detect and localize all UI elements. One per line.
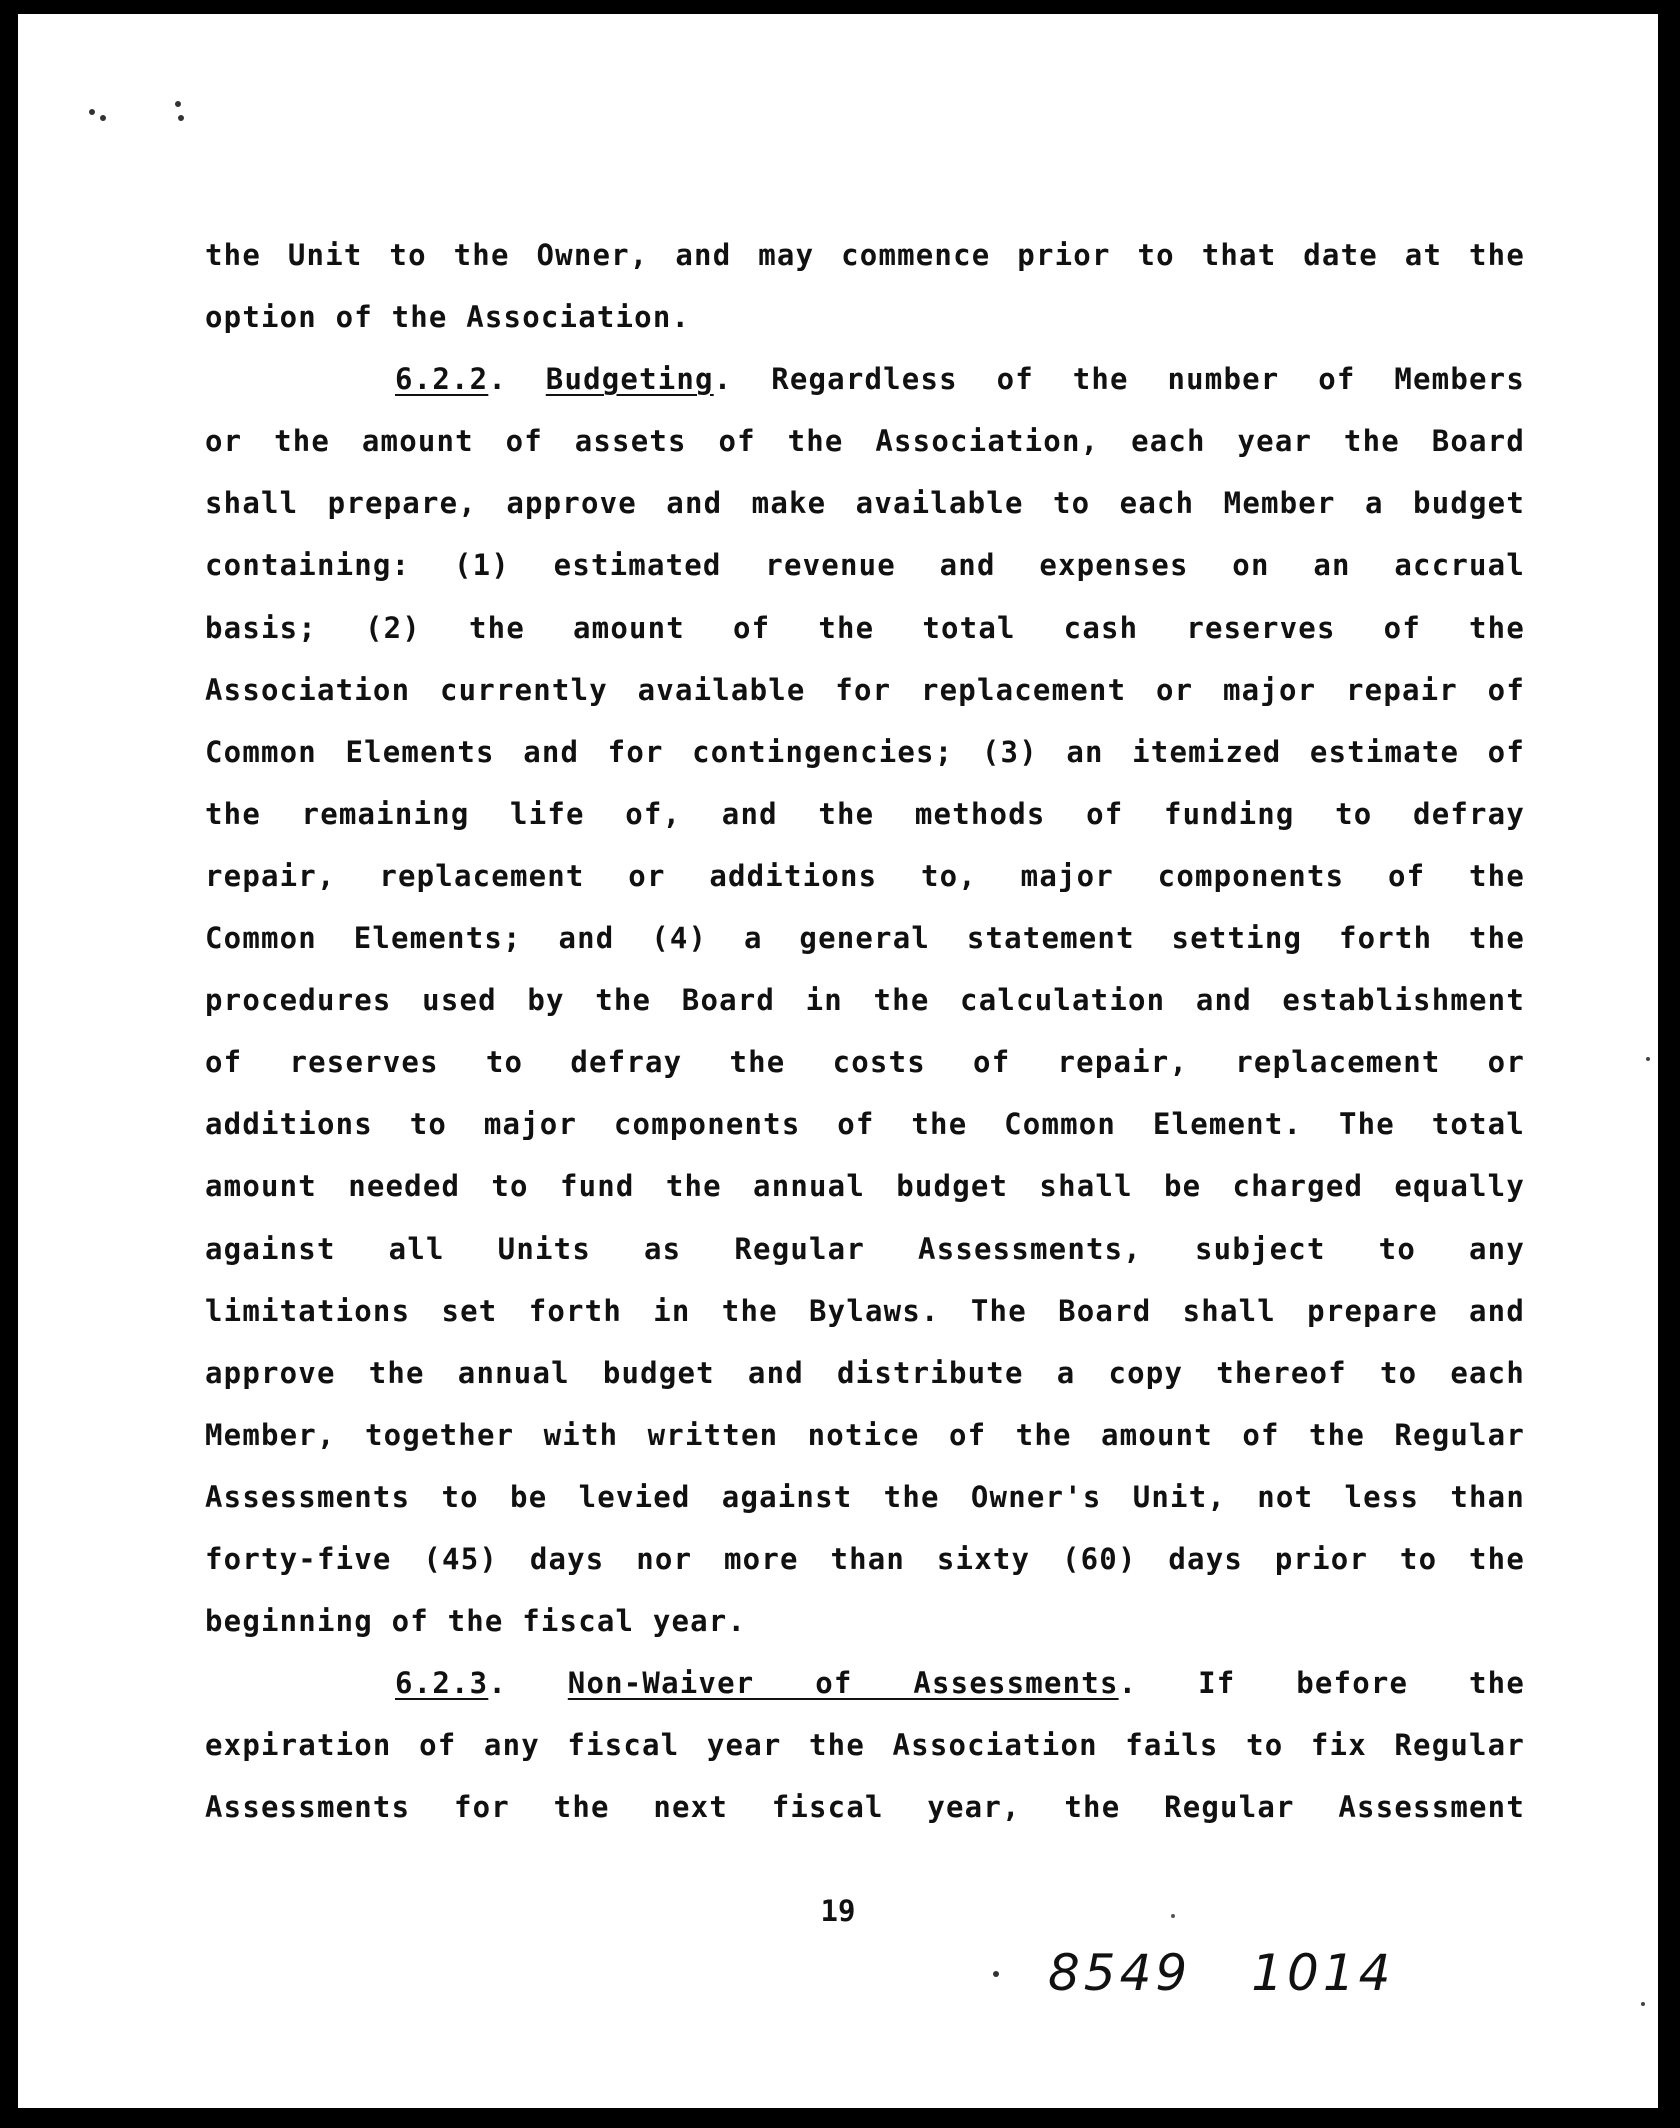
section-title: Non-Waiver of Assessments [567,1666,1119,1701]
text-line: Assessments for the next fiscal year, the Regular Assessment [205,1790,1525,1825]
text-line: Association currently available for replacement or major repair of [205,672,1525,707]
text-line: the remaining life of, and the methods of funding to defray [205,796,1525,831]
text-span: Regardless of the number of Members [771,362,1525,397]
document-stamp [1048,1944,1395,2002]
section-number: 6.2.2 [395,362,489,397]
text-line: expiration of any fiscal year the Association fails to fix Regular [205,1728,1525,1763]
section-title: Budgeting [545,362,714,397]
text-line: limitations set forth in the Bylaws. The Board shall prepare and [205,1293,1525,1328]
text-line: additions to major components of the Common Element. The total [205,1107,1525,1142]
text-line: Member, together with written notice of the amount of the Regular [205,1417,1525,1452]
stamp-number: 8549 [1048,1944,1192,2002]
text-line: against all Units as Regular Assessments, subject to any [205,1231,1525,1266]
text-line: forty-five (45) days nor more than sixty (60) days prior to the [205,1541,1525,1576]
text-line: containing: (1) estimated revenue and expenses on an accrual [205,548,1525,583]
text-line: of reserves to defray the costs of repair, replacement or [205,1045,1525,1080]
text-line: repair, replacement or additions to, major components of the [205,858,1525,893]
document-page [18,14,1658,2108]
text-line: procedures used by the Board in the calculation and establishment [205,983,1525,1018]
text-line: option of the Association. [205,300,691,335]
page-number: 19 [820,1894,856,1928]
text-line: or the amount of assets of the Association, each year the Board [205,424,1525,459]
text-line: basis; (2) the amount of the total cash reserves of the [205,610,1525,645]
text-line: beginning of the fiscal year. [205,1604,747,1639]
text-line: the Unit to the Owner, and may commence prior to that date at the [205,238,1525,272]
text-line: shall prepare, approve and make available to each Member a budget [205,486,1525,521]
text-span: If before the [1198,1666,1525,1701]
section-heading-line: 6.2.3. Non-Waiver of Assessments. If before the [395,1666,1525,1701]
document-body [205,224,1525,1838]
text-line: amount needed to fund the annual budget shall be charged equally [205,1169,1525,1204]
text-line: approve the annual budget and distribute a copy thereof to each [205,1355,1525,1390]
stamp-number: 1014 [1251,1944,1395,2002]
text-line: Common Elements and for contingencies; (3) an itemized estimate of [205,734,1525,769]
section-heading-line: 6.2.2. Budgeting. Regardless of the number of Members [395,362,1525,397]
section-number: 6.2.3 [395,1666,489,1701]
text-line: Assessments to be levied against the Owner's Unit, not less than [205,1479,1525,1514]
text-line: Common Elements; and (4) a general statement setting forth the [205,921,1525,956]
